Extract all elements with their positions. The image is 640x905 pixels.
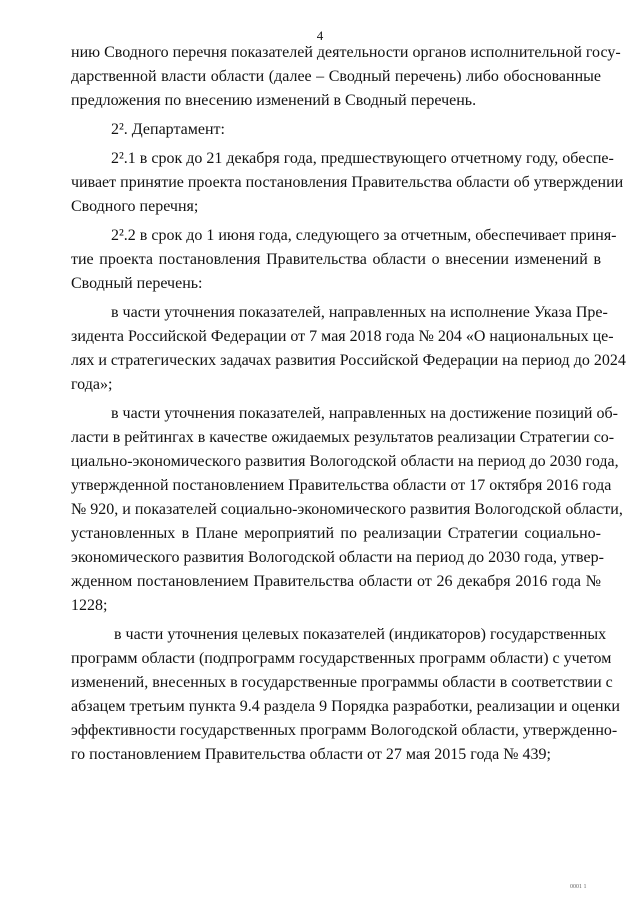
- text-line: установленных в Плане мероприятий по реализации Стратегии социально-: [71, 525, 601, 542]
- text-line: циально-экономического развития Вологодской области на период до 2030 года,: [71, 453, 619, 470]
- text-line: тие проекта постановления Правительства области о внесении изменений в: [71, 251, 601, 268]
- paragraph-5: [71, 301, 626, 397]
- document-body: [71, 41, 626, 767]
- paragraph-7: [71, 623, 620, 767]
- text-line: Сводного перечня;: [71, 198, 199, 215]
- text-line: го постановлением Правительства области от 27 мая 2015 года № 439;: [71, 746, 551, 763]
- footer-code: 0001 1: [570, 884, 587, 890]
- text-line: № 920, и показателей социально-экономического развития Вологодской области,: [71, 501, 623, 518]
- text-line: в части уточнения показателей, направленных на исполнение Указа Пре-: [111, 304, 608, 321]
- text-line: экономического развития Вологодской области на период до 2030 года, утвер-: [71, 549, 604, 566]
- text-line: чивает принятие проекта постановления Правительства области об утверждении: [71, 174, 624, 191]
- paragraph-6: [71, 402, 623, 618]
- text-line: 2². Департамент:: [111, 121, 225, 138]
- text-line: 2².2 в срок до 1 июня года, следующего за отчетным, обеспечивает приня-: [111, 227, 617, 244]
- text-line: в части уточнения показателей, направленных на достижение позиций об-: [111, 405, 618, 422]
- text-line: 1228;: [71, 597, 108, 614]
- paragraph-4: [71, 224, 617, 296]
- text-line: предложения по внесению изменений в Сводный перечень.: [71, 92, 477, 109]
- paragraph-2: [71, 118, 601, 142]
- paragraph-3: [71, 147, 624, 219]
- text-line: лях и стратегических задачах развития Российской Федерации на период до 2024: [71, 352, 626, 369]
- text-line: утвержденной постановлением Правительства области от 17 октября 2016 года: [71, 477, 612, 494]
- text-line: ласти в рейтингах в качестве ожидаемых результатов реализации Стратегии со-: [71, 429, 615, 446]
- text-line: программ области (подпрограмм государственных программ области) с учетом: [71, 650, 612, 667]
- text-line: 2².1 в срок до 21 декабря года, предшествующего отчетному году, обеспе-: [111, 150, 614, 167]
- text-line: года»;: [71, 376, 113, 393]
- text-line: абзацем третьим пункта 9.4 раздела 9 Порядка разработки, реализации и оценки: [71, 698, 620, 715]
- text-line: зидента Российской Федерации от 7 мая 2018 года № 204 «О национальных це-: [71, 328, 614, 345]
- text-line: в части уточнения целевых показателей (индикаторов) государственных: [114, 626, 607, 643]
- text-line: дарственной власти области (далее – Сводный перечень) либо обоснованные: [71, 68, 601, 85]
- text-line: изменений, внесенных в государственные программы области в соответствии с: [71, 674, 613, 691]
- text-line: нию Сводного перечня показателей деятельности органов исполнительной госу-: [71, 44, 621, 61]
- text-line: жденном постановлением Правительства области от 26 декабря 2016 года №: [71, 573, 601, 590]
- page-number: 4: [316, 28, 324, 43]
- text-line: Сводный перечень:: [71, 275, 203, 292]
- paragraph-1: [71, 41, 621, 113]
- text-line: эффективности государственных программ Вологодской области, утвержденно-: [71, 722, 618, 739]
